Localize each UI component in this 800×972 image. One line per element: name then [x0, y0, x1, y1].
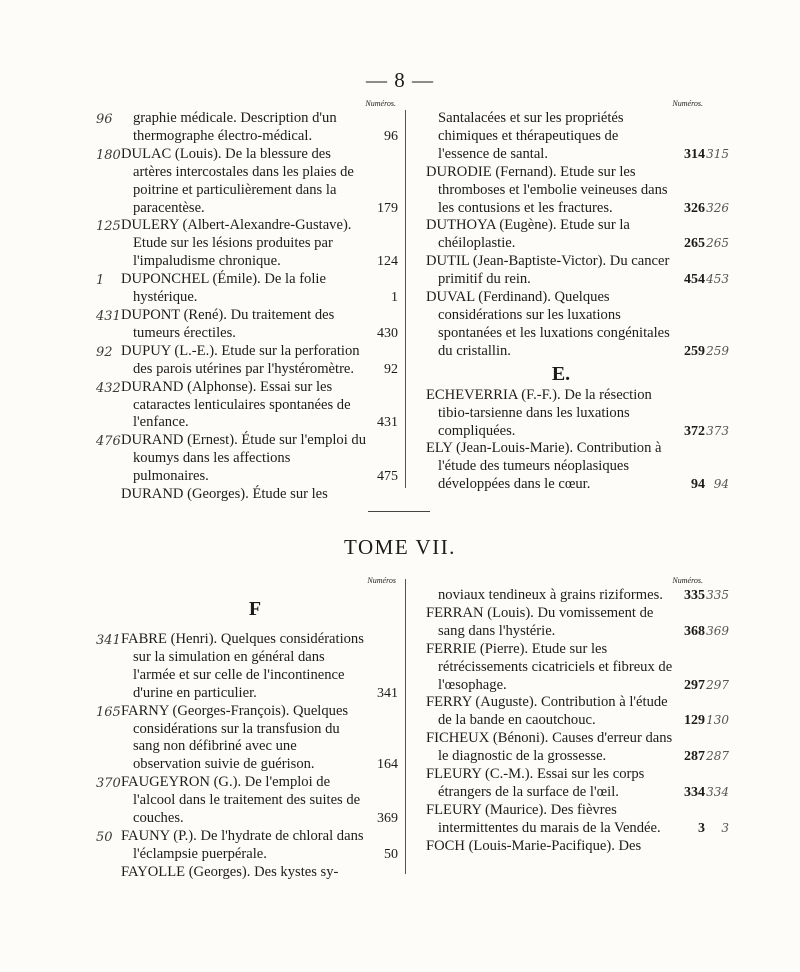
entry-number: 314	[684, 146, 705, 162]
entry-number: 341	[377, 685, 398, 701]
index-entry	[415, 253, 729, 289]
index-entry	[96, 432, 400, 486]
handwritten-number: 432	[96, 380, 121, 396]
index-entry	[96, 145, 400, 218]
index-entry	[415, 730, 729, 766]
entry-number: 259	[684, 343, 705, 359]
handwritten-number: 125	[96, 219, 121, 235]
handwritten-number: 1	[96, 273, 105, 289]
entry-number: 431	[377, 415, 398, 431]
entry-number: 92	[384, 361, 398, 377]
index-entry	[415, 110, 729, 164]
entry-text: FAYOLLE (Georges). Des kystes sy-	[121, 863, 339, 880]
numeros-label: Numéros.	[672, 576, 703, 585]
entry-number: 368	[684, 623, 705, 639]
index-entry	[415, 838, 707, 856]
entry-text: DUTHOYA (Eugène). Etude sur la chéiloplastie.	[426, 217, 630, 252]
entry-text: DURAND (Alphonse). Essai sur les cataractes lenticulaires spontanées de l'enfance.	[121, 378, 351, 431]
entry-number: 475	[377, 469, 398, 485]
handwritten-number: 50	[96, 829, 113, 845]
handwritten-number: 326	[706, 200, 729, 215]
entry-number: 265	[684, 236, 705, 252]
entry-number: 334	[684, 784, 705, 800]
top-section	[0, 98, 800, 503]
index-entry	[415, 587, 729, 605]
numeros-label: Numéros	[367, 576, 396, 585]
index-entry	[96, 217, 400, 271]
handwritten-number: 335	[706, 588, 729, 602]
entry-text: FICHEUX (Bénoni). Causes d'erreur dans le diagnostic de la grossesse.	[426, 730, 673, 765]
handwritten-number: 165	[96, 704, 121, 720]
entry-text: FOCH (Louis-Marie-Pacifique). Des	[426, 837, 642, 854]
numeros-label: Numéros.	[365, 99, 396, 108]
entry-text: Santalacées et sur les propriétés chimiques et thérapeutiques de l'essence de santal.	[438, 110, 624, 162]
handwritten-number: 259	[706, 343, 729, 358]
index-entry	[415, 163, 729, 218]
handwritten-number: 334	[706, 784, 729, 799]
handwritten-number: 476	[96, 434, 121, 450]
top-right-column	[415, 98, 729, 494]
handwritten-number: 180	[96, 147, 121, 163]
entry-number: 94	[691, 477, 705, 493]
index-entry	[415, 801, 729, 838]
top-left-entries	[96, 110, 400, 504]
entry-text: FERRY (Auguste). Contribution à l'étude de la bande en caoutchouc.	[426, 694, 668, 729]
entry-text: FARNY (Georges-François). Quelques considérations sur la transfusion du sang non défibriné avec une observation suivie de guérison.	[121, 702, 349, 773]
handwritten-number: 94	[713, 477, 729, 492]
entry-text: FLEURY (C.-M.). Essai sur les corps étrangers de la surface de l'œil.	[426, 766, 645, 800]
entry-text: DURAND (Georges). Étude sur les	[121, 486, 328, 503]
handwritten-number: 92	[96, 344, 113, 360]
handwritten-number: 3	[721, 820, 729, 835]
entry-text: DURAND (Ernest). Étude sur l'emploi du koumys dans les affections pulmonaires.	[121, 432, 367, 485]
entry-text: DULERY (Albert-Alexandre-Gustave). Etude sur les lésions produites par l'impaludisme chronique.	[121, 217, 352, 270]
entry-text: noviaux tendineux à grains riziformes.	[438, 587, 663, 603]
bottom-section	[0, 575, 800, 880]
entry-text: FERRAN (Louis). Du vomissement de sang dans l'hystérie.	[426, 604, 654, 639]
bottom-right-entries	[415, 587, 729, 856]
section-letter-e: E.	[551, 362, 571, 385]
entry-text: DUPONT (René). Du traitement des tumeurs érectiles.	[121, 306, 335, 341]
entry-number: 179	[377, 200, 398, 216]
entry-number: 326	[684, 200, 705, 216]
entry-text: ECHEVERRIA (F.-F.). De la résection tibio-tarsienne dans les luxations compliquées.	[426, 386, 652, 439]
index-entry	[96, 827, 400, 864]
entry-text: DUPONCHEL (Émile). De la folie hystérique.	[121, 271, 326, 306]
index-entry	[415, 694, 729, 730]
entry-number: 3	[698, 820, 705, 836]
column-divider	[405, 110, 406, 488]
index-entry	[96, 306, 400, 343]
entry-number: 164	[377, 757, 398, 773]
bottom-left-entries	[96, 631, 400, 882]
entry-number: 50	[384, 846, 398, 862]
tome-title: TOME VII.	[344, 535, 456, 559]
index-entry	[96, 110, 400, 146]
index-entry	[96, 342, 400, 379]
index-entry	[96, 378, 400, 433]
handwritten-number: 373	[706, 423, 729, 438]
numeros-label: Numéros.	[672, 99, 703, 108]
handwritten-number: 370	[96, 776, 121, 792]
handwritten-number: 96	[96, 112, 113, 127]
entry-text: DURODIE (Fernand). Etude sur les thromboses et l'embolie veineuses dans les contusions et les fractures.	[426, 163, 668, 216]
entry-number: 372	[684, 423, 705, 439]
entry-text: FAUNY (P.). De l'hydrate de chloral dans l'éclampsie puerpérale.	[121, 827, 364, 862]
index-entry	[96, 271, 400, 307]
entry-number: 297	[684, 677, 705, 693]
index-entry	[415, 217, 729, 253]
handwritten-number: 130	[706, 713, 729, 728]
bottom-right-column	[415, 575, 729, 856]
index-entry	[415, 604, 729, 641]
entry-number: 430	[377, 325, 398, 341]
entry-text: FAUGEYRON (G.). De l'emploi de l'alcool dans le traitement des suites de couches.	[121, 774, 361, 827]
entry-number: 129	[684, 713, 705, 729]
index-entry	[415, 640, 729, 695]
entry-number: 287	[684, 749, 705, 765]
top-right-entries	[415, 110, 729, 361]
index-entry	[96, 702, 400, 775]
handwritten-number: 287	[706, 749, 729, 764]
index-entry	[415, 386, 729, 441]
handwritten-number: 265	[706, 236, 729, 251]
entry-number: 96	[384, 128, 398, 144]
entry-text: FERRIE (Pierre). Etude sur les rétrécissements cicatriciels et fibreux de l'œsophage.	[426, 640, 673, 693]
handwritten-number: 315	[706, 146, 729, 161]
handwritten-number: 369	[706, 623, 729, 638]
entry-text: graphie médicale. Description d'un thermographe électro-médical.	[133, 110, 337, 144]
index-entry	[415, 289, 729, 361]
entry-text: DUTIL (Jean-Baptiste-Victor). Du cancer primitif du rein.	[426, 253, 670, 288]
entry-text: FLEURY (Maurice). Des fièvres intermittentes du marais de la Vendée.	[426, 801, 661, 836]
top-right-e-entries	[415, 386, 729, 494]
top-left-column	[96, 98, 400, 504]
section-letter-f: F	[248, 598, 262, 620]
index-entry	[415, 440, 729, 494]
entry-text: ELY (Jean-Louis-Marie). Contribution à l'étude des tumeurs néoplasiques développées dans le cœur.	[426, 440, 662, 493]
entry-text: DUVAL (Ferdinand). Quelques considérations sur les luxations spontanées et les luxations congénitales du cristallin.	[426, 289, 670, 359]
handwritten-number: 297	[706, 677, 729, 692]
page-number: — 8 —	[366, 68, 434, 92]
index-entry	[110, 864, 400, 882]
entry-text: FABRE (Henri). Quelques considérations sur la simulation en général dans l'armée et sur celle de l'incontinence d'urine en particulier.	[121, 631, 364, 701]
index-entry	[415, 766, 729, 802]
handwritten-number: 453	[706, 272, 729, 287]
entry-number: 369	[377, 811, 398, 827]
handwritten-number: 341	[96, 633, 121, 648]
entry-number: 454	[684, 272, 705, 288]
index-entry	[96, 774, 400, 828]
index-entry	[96, 631, 400, 703]
column-divider	[405, 579, 406, 874]
index-entry	[110, 486, 400, 504]
entry-number: 124	[377, 254, 398, 270]
bottom-left-column	[96, 575, 400, 882]
entry-number: 335	[684, 588, 705, 603]
handwritten-number: 431	[96, 308, 121, 324]
section-divider	[368, 511, 430, 512]
entry-number: 1	[391, 290, 398, 306]
entry-text: DUPUY (L.-E.). Etude sur la perforation des parois utérines par l'hystéromètre.	[121, 342, 360, 377]
entry-text: DULAC (Louis). De la blessure des artères intercostales dans les plaies de poitrine et particulièrement dans la paracentèse.	[121, 145, 354, 216]
